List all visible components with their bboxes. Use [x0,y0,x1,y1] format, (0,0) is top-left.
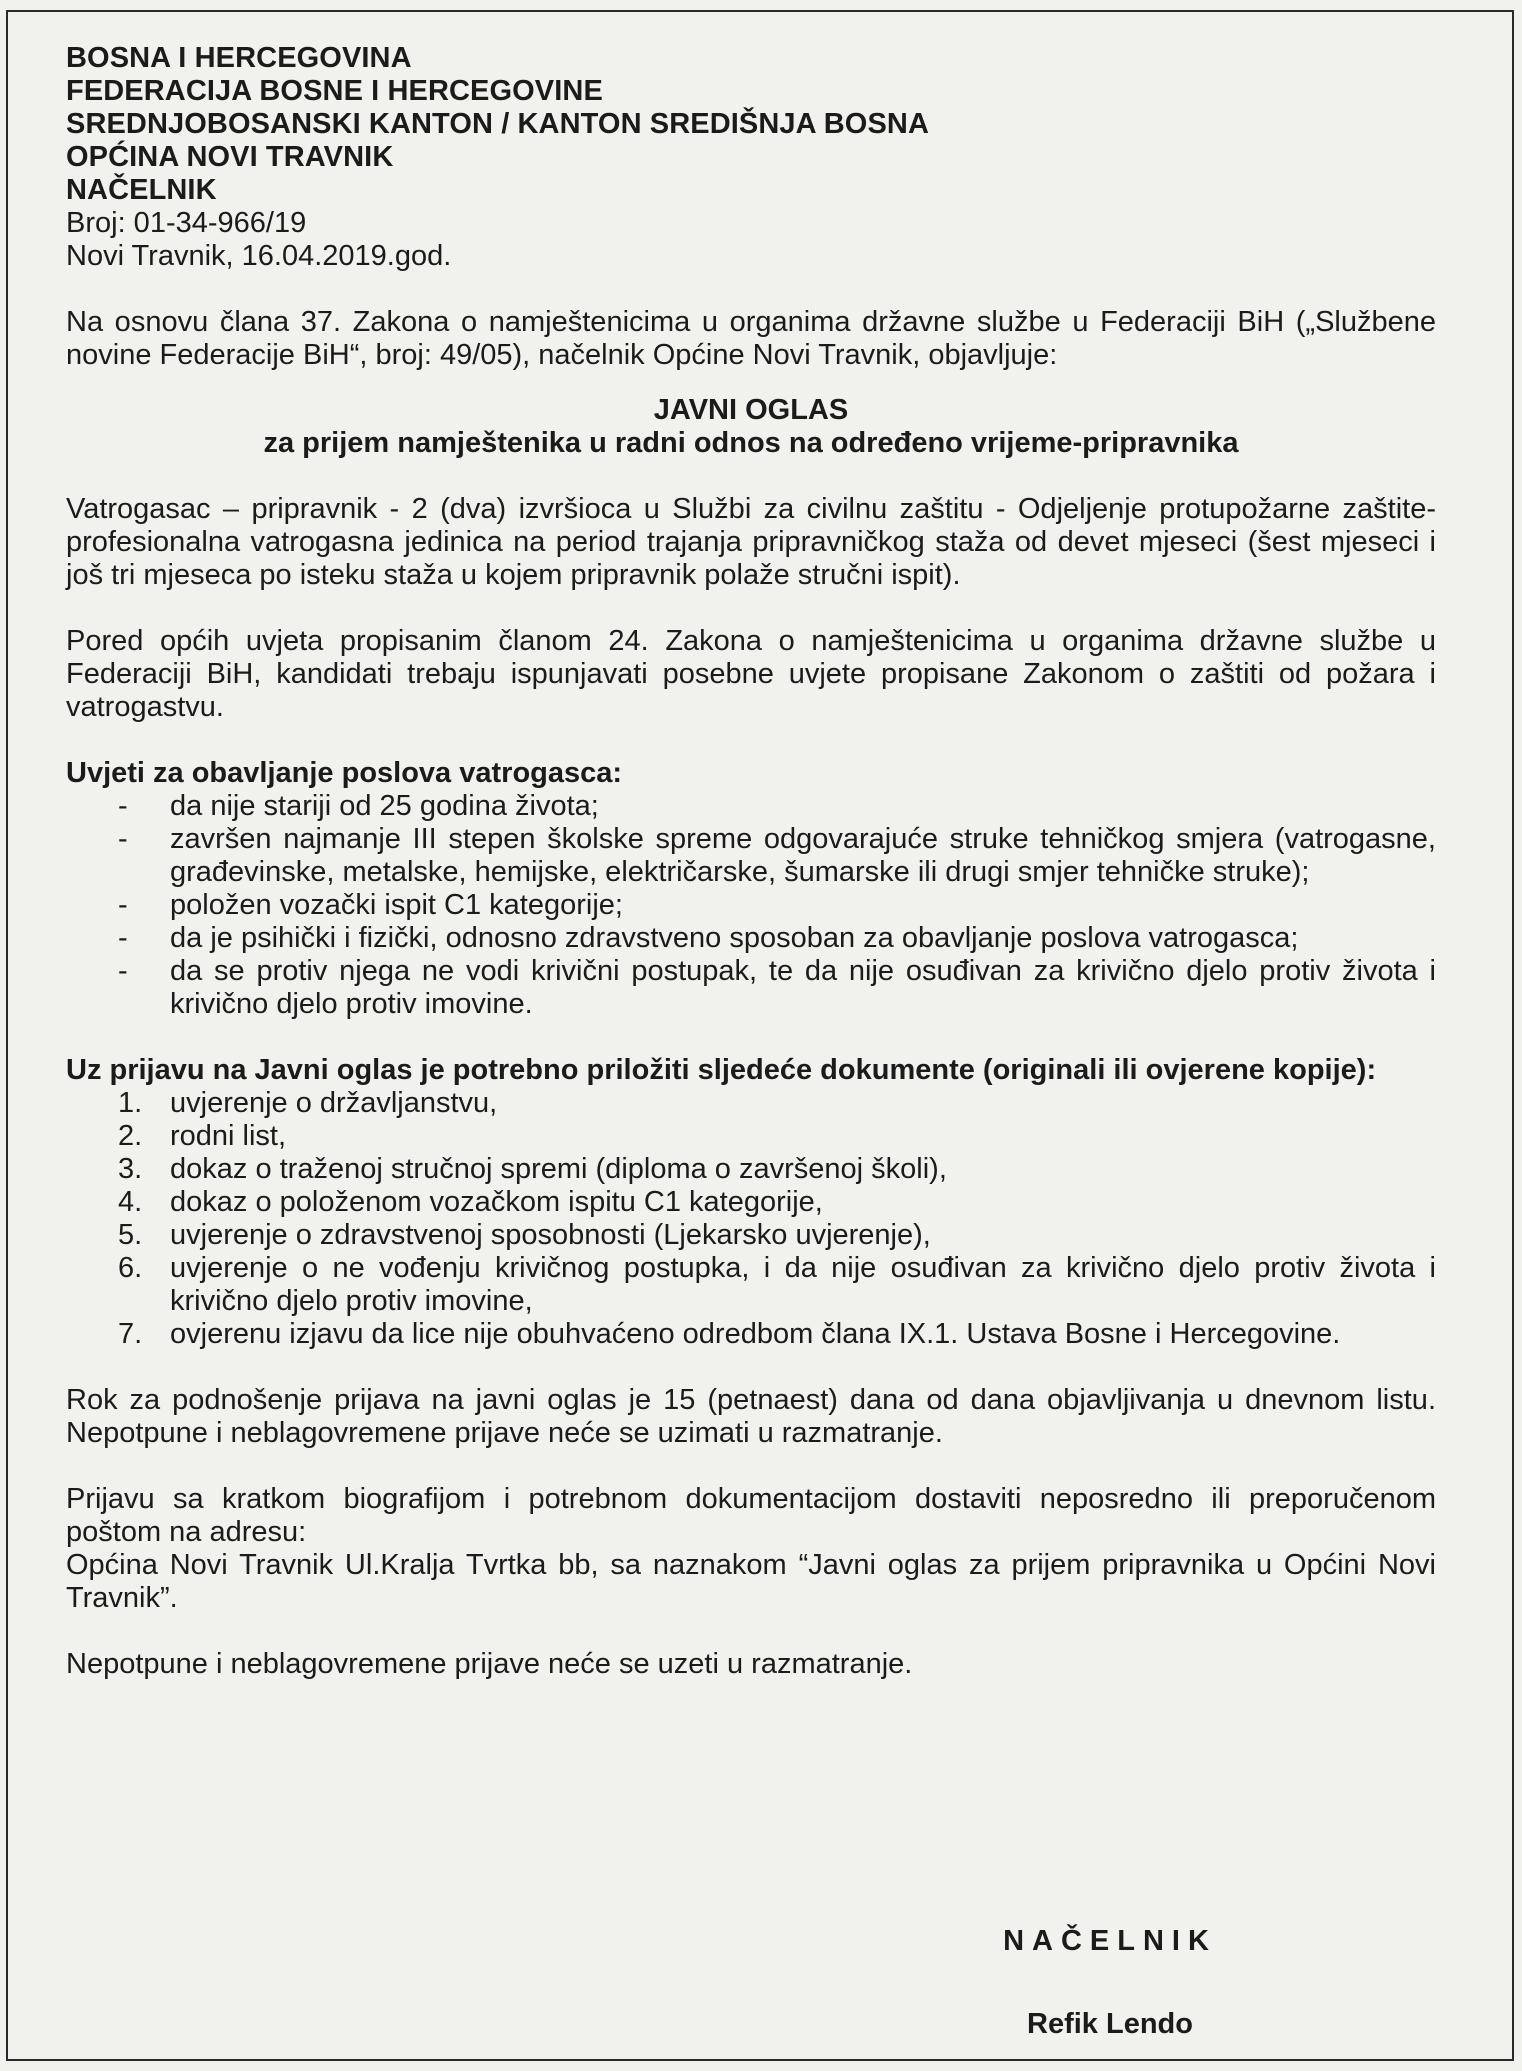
intro-paragraph: Na osnovu člana 37. Zakona o namještenicima u organima državne službe u Federaciji BiH („Službene novine Federacije BiH“, broj: 49/05), načelnik Općine Novi Travnik, objavljuje: [66,306,1436,371]
address-paragraph: Općina Novi Travnik Ul.Kralja Tvrtka bb, sa naznakom “Javni oglas za prijem pripravnika u Općini Novi Travnik”. [66,1549,1436,1614]
deadline-paragraph: Rok za podnošenje prijava na javni oglas je 15 (petnaest) dana od dana objavljivanja u dnevnom listu. Nepotpune i neblagovremene prijave neće se uzimati u razmatranje. [66,1384,1436,1449]
document-body [66,42,1436,1681]
announcement-title: JAVNI OGLAS [653,394,849,426]
conditions-list [66,790,1436,1021]
list-item: - da nije stariji od 25 godina života; [66,790,1436,823]
list-item: 7. ovjerenu izjavu da lice nije obuhvaćeno odredbom člana IX.1. Ustava Bosne i Hercegovine. [118,1318,1341,1350]
list-item: 6. uvjerenje o ne vođenju krivičnog postupka, i da nije osuđivan za krivično djelo protiv života i krivično djelo protiv imovine, [118,1252,1436,1317]
document-number: Broj: 01-34-966/19 [66,207,307,239]
list-item: - da je psihički i fizički, odnosno zdravstveno sposoban za obavljanje poslova vatrogasca; [66,922,1436,955]
list-item: 1. uvjerenje o državljanstvu, [118,1087,498,1119]
place-date: Novi Travnik, 16.04.2019.god. [66,240,452,272]
general-conditions-paragraph: Pored općih uvjeta propisanim članom 24. Zakona o namještenicima u organima državne službe u Federaciji BiH, kandidati trebaju ispunjavati posebne uvjete propisane Zakonom o zaštiti od požara i vatrogastvu. [66,625,1436,723]
signature-block [980,1925,1240,2041]
conditions-heading: Uvjeti za obavljanje poslova vatrogasca: [66,757,623,789]
announcement-subtitle: za prijem namještenika u radni odnos na određeno vrijeme-pripravnika [263,427,1239,459]
list-item: 4. dokaz o položenom vozačkom ispitu C1 kategorije, [118,1186,823,1218]
list-item: 3. dokaz o traženoj stručnoj spremi (diploma o završenoj školi), [118,1153,947,1185]
closing-paragraph: Nepotpune i neblagovremene prijave neće se uzeti u razmatranje. [66,1648,913,1680]
list-item: 5. uvjerenje o zdravstvenoj sposobnosti (Ljekarsko uvjerenje), [118,1219,931,1251]
documents-heading: Uz prijavu na Javni oglas je potrebno priložiti sljedeće dokumente (originali ili ovjerene kopije): [66,1054,1377,1086]
submission-paragraph: Prijavu sa kratkom biografijom i potrebnom dokumentacijom dostaviti neposredno ili preporučenom poštom na adresu: [66,1483,1436,1548]
header-office: NAČELNIK [66,174,217,206]
header-country: BOSNA I HERCEGOVINA [66,42,412,74]
header-municipality: OPĆINA NOVI TRAVNIK [66,141,394,173]
list-item: - položen vozački ispit C1 kategorije; [66,889,1436,922]
documents-list [66,1087,1436,1351]
signature-name: Refik Lendo [1027,2008,1193,2040]
signature-title: NAČELNIK [1003,1925,1217,1957]
header-federation: FEDERACIJA BOSNE I HERCEGOVINE [66,75,603,107]
list-item: - završen najmanje III stepen školske spreme odgovarajuće struke tehničkog smjera (vatrogasne, građevinske, metalske, hemijske, električarske, šumarske ili drugi smjer tehničke struke); [66,823,1436,889]
list-item: 2. rodni list, [118,1120,287,1152]
position-paragraph: Vatrogasac – pripravnik - 2 (dva) izvršioca u Službi za civilnu zaštitu - Odjeljenje protupožarne zaštite-profesionalna vatrogasna jedinica na period trajanja pripravničkog staža od devet mjeseci (šest mjeseci i još tri mjeseca po isteku staža u kojem pripravnik polaže stručni ispit). [66,493,1436,591]
list-item: - da se protiv njega ne vodi krivični postupak, te da nije osuđivan za krivično djelo protiv života i krivično djelo protiv imovine. [66,955,1436,1021]
header-canton: SREDNJOBOSANSKI KANTON / KANTON SREDIŠNJA BOSNA [66,108,929,140]
